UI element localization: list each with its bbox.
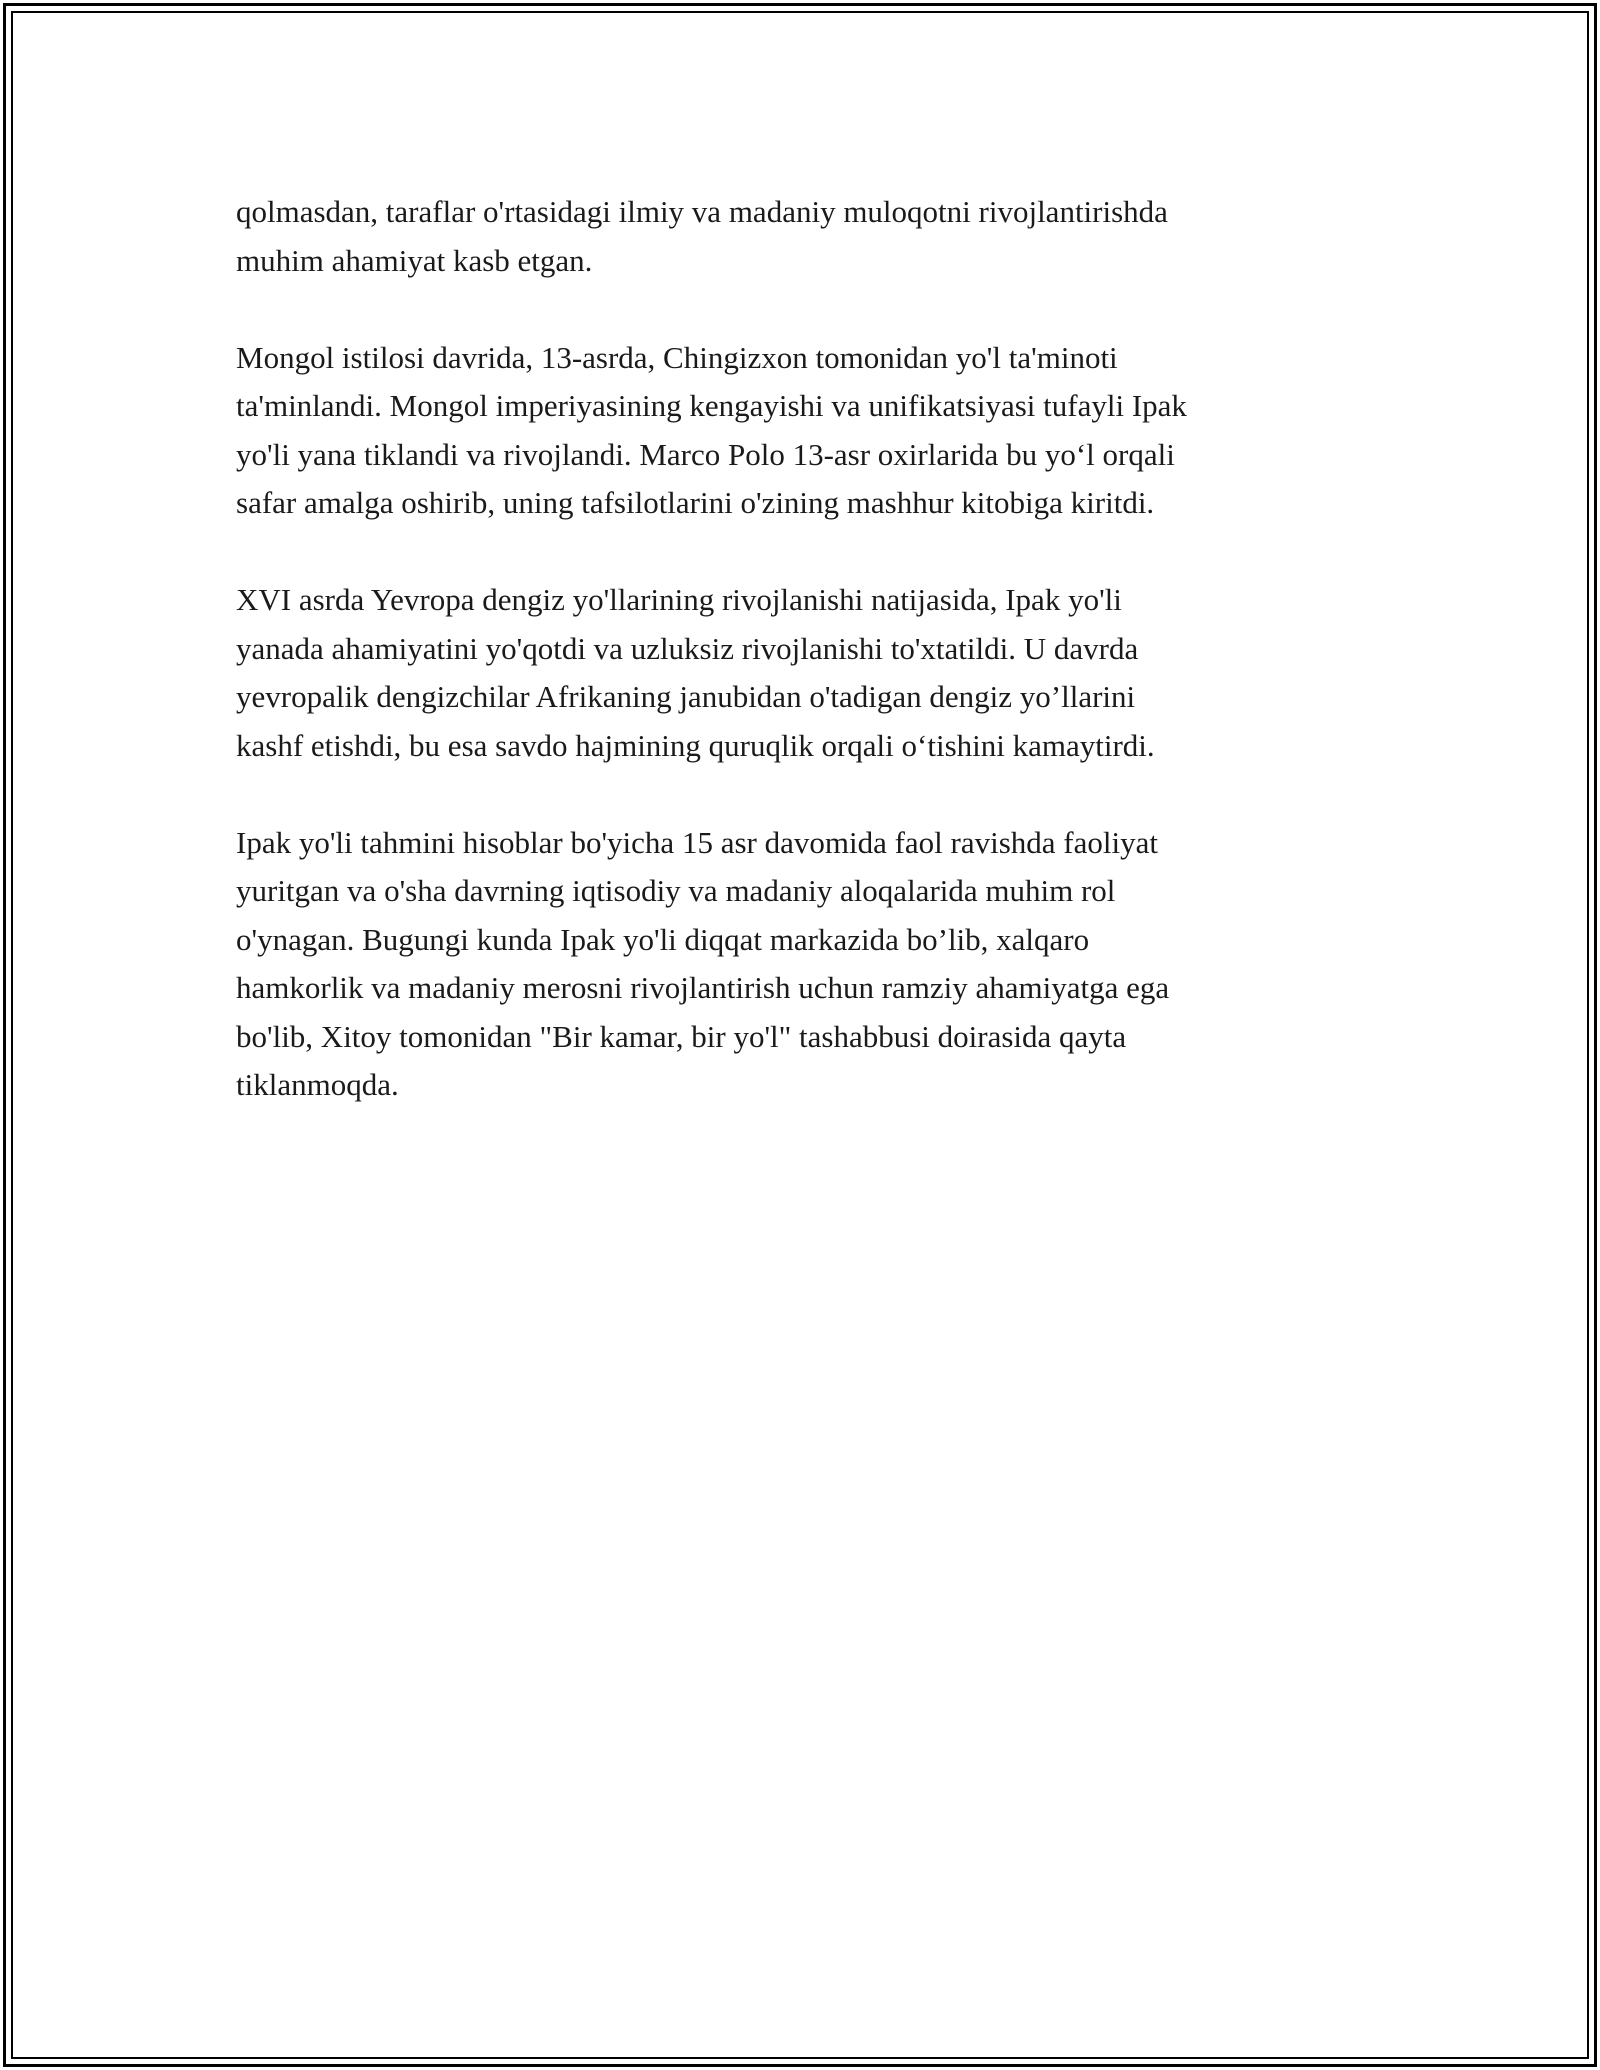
text-line: qolmasdan, taraflar o'rtasidagi ilmiy va madaniy muloqotni rivojlantirishda bbox=[236, 194, 1168, 229]
paragraph-4 bbox=[236, 819, 1376, 1110]
text-line: yevropalik dengizchilar Afrikaning janubidan o'tadigan dengiz yo’llarini bbox=[236, 679, 1136, 714]
text-line: Ipak yo'li tahmini hisoblar bo'yicha 15 asr davomida faol ravishda faoliyat bbox=[236, 824, 1158, 860]
text-line: yo'li yana tiklandi va rivojlandi. Marco Polo 13-asr oxirlarida bu yo‘l orqali bbox=[236, 436, 1175, 472]
document-body bbox=[236, 188, 1376, 1158]
text-line: yanada ahamiyatini yo'qotdi va uzluksiz rivojlanishi to'xtatildi. U davrda bbox=[236, 630, 1139, 666]
text-line: XVI asrda Yevropa dengiz yo'llarining rivojlanishi natijasida, Ipak yo'li bbox=[236, 582, 1122, 617]
text-line: Mongol istilosi davrida, 13-asrda, Chingizxon tomonidan yo'l ta'minoti bbox=[236, 339, 1118, 375]
text-line: tiklanmoqda. bbox=[236, 1067, 399, 1102]
text-line: hamkorlik va madaniy merosni rivojlantirish uchun ramziy ahamiyatga ega bbox=[236, 970, 1170, 1005]
text-line: bo'lib, Xitoy tomonidan "Bir kamar, bir yo'l" tashabbusi doirasida qayta bbox=[236, 1018, 1127, 1054]
text-line: o'ynagan. Bugungi kunda Ipak yo'li diqqat markazida bo’lib, xalqaro bbox=[236, 921, 1090, 957]
text-line: muhim ahamiyat kasb etgan. bbox=[236, 242, 593, 278]
paragraph-2 bbox=[236, 334, 1376, 528]
text-line: yuritgan va o'sha davrning iqtisodiy va madaniy aloqalarida muhim rol bbox=[236, 873, 1116, 908]
paragraph-1 bbox=[236, 188, 1376, 285]
text-line: safar amalga oshirib, uning tafsilotlarini o'zining mashhur kitobiga kiritdi. bbox=[236, 485, 1155, 520]
text-line: kashf etishdi, bu esa savdo hajmining quruqlik orqali o‘tishini kamaytirdi. bbox=[236, 727, 1155, 763]
paragraph-3 bbox=[236, 576, 1376, 770]
text-line: ta'minlandi. Mongol imperiyasining kengayishi va unifikatsiyasi tufayli Ipak bbox=[236, 388, 1187, 423]
